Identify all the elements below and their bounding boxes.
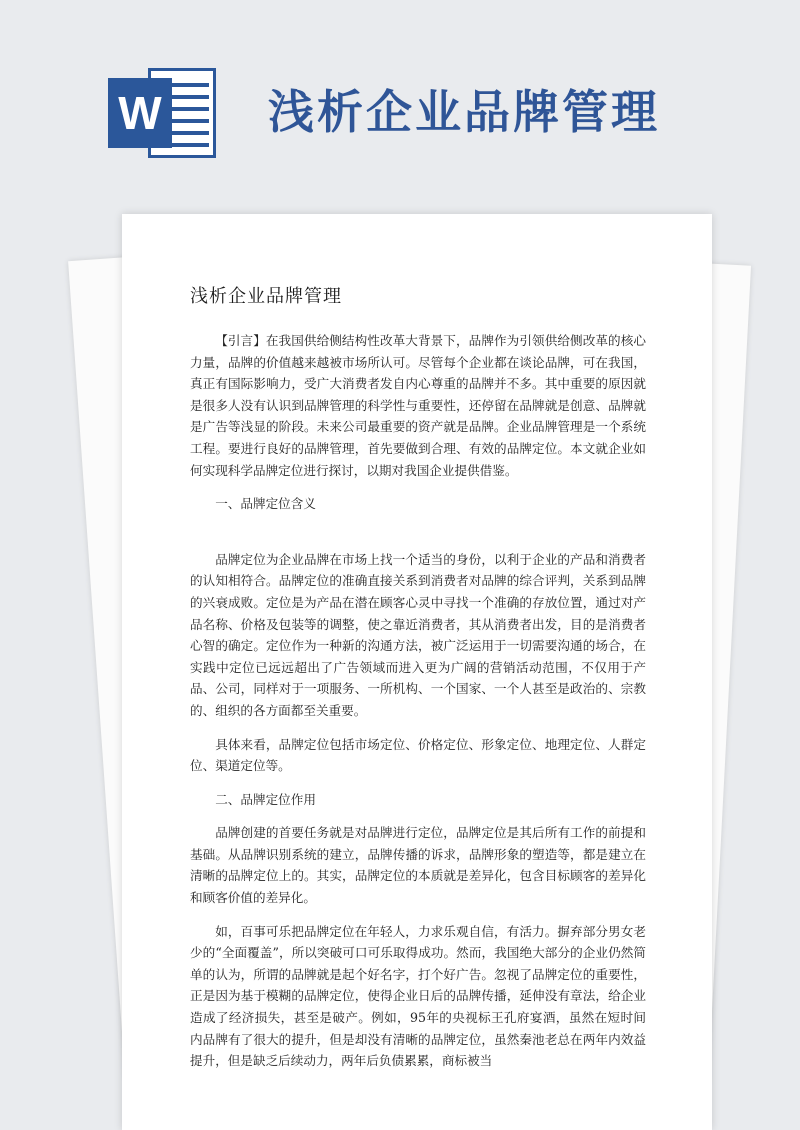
paragraph: 品牌定位为企业品牌在市场上找一个适当的身份，以利于企业的产品和消费者的认知相符合。品牌定位的准确直接关系到消费者对品牌的综合评判，关系到品牌的兴衰成败。定位是为产品在潜在顾客心灵中寻找一个准确的存放位置，通过对产品名称、价格及包装等的调整，使之靠近消费者，其从消费者出发，目的是消费者心智的确定。定位作为一种新的沟通方法，被广泛运用于一切需要沟通的场合，在实践中定位已远远超出了广告领域而进入更为广阔的营销活动范围，不仅用于产品、公司，同样对于一项服务、一所机构、一个国家、一个人甚至是政治的、宗教的、组织的各方面都至关重要。: [190, 551, 646, 718]
word-document-icon: [108, 68, 218, 158]
paragraph-intro: 【引言】在我国供给侧结构性改革大背景下，品牌作为引领供给侧改革的核心力量，品牌的价值越来越被市场所认可。尽管每个企业都在谈论品牌，可在我国，真正有国际影响力，受广大消费者发自内心尊重的品牌并不多。其中重要的原因就是很多人没有认识到品牌管理的科学性与重要性，还停留在品牌就是创意、品牌就是广告等浅显的阶段。未来公司最重要的资产就是品牌。企业品牌管理是一个系统工程。要进行良好的品牌管理，首先要做到合理、有效的品牌定位。本文就企业如何实现科学品牌定位进行探讨，以期对我国企业提供借鉴。: [190, 333, 646, 478]
paragraph: 具体来看，品牌定位包括市场定位、价格定位、形象定位、地理定位、人群定位、渠道定位等。: [190, 736, 646, 774]
section-heading-1: 一、品牌定位含义: [215, 496, 316, 512]
paragraph: 品牌创建的首要任务就是对品牌进行定位，品牌定位是其后所有工作的前提和基础。从品牌识别系统的建立，品牌传播的诉求，品牌形象的塑造等，都是建立在清晰的品牌定位上的。其实，品牌定位的本质就是差异化，包含目标顾客的差异化和顾客价值的差异化。: [190, 825, 646, 906]
word-icon-letter: W: [108, 78, 172, 148]
paragraph: 如，百事可乐把品牌定位在年轻人，力求乐观自信，有活力。摒弃部分男女老少的“全面覆盖”，所以突破可口可乐取得成功。然而，我国绝大部分的企业仍然简单的认为，所谓的品牌就是起个好名字，打个好广告。忽视了品牌定位的重要性，正是因为基于模糊的品牌定位，使得企业日后的品牌传播，延伸没有章法，给企业造成了经济损失，甚至是破产。例如，95年的央视标王孔府宴酒，虽然在短时间内品牌有了很大的提升，但是却没有清晰的品牌定位，虽然秦池老总在两年内效益提升，但是缺乏后续动力，两年后负债累累，商标被当: [190, 923, 646, 1069]
section-heading-2: 二、品牌定位作用: [215, 791, 316, 807]
banner-title: 浅析企业品牌管理: [268, 85, 660, 139]
document-page: [122, 214, 712, 1130]
banner: [0, 0, 800, 200]
document-title: 浅析企业品牌管理: [190, 286, 342, 307]
document-body: [190, 330, 646, 1084]
